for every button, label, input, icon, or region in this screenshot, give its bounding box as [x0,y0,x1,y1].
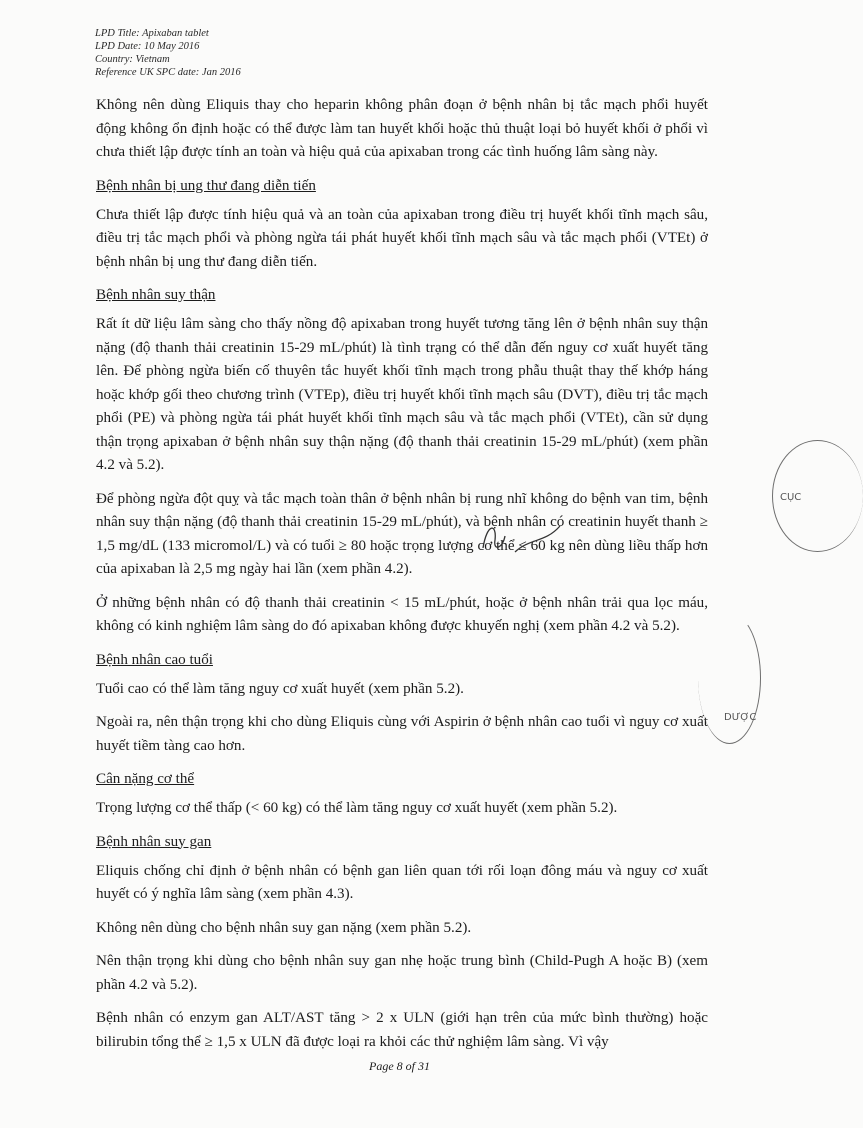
paragraph: Ngoài ra, nên thận trọng khi cho dùng Eliquis cùng với Aspirin ở bệnh nhân cao tuổi vì nguy cơ xuất huyết tiềm tàng cao hơn. [96,714,708,754]
paragraph: Eliquis chống chỉ định ở bệnh nhân có bệnh gan liên quan tới rối loạn đông máu và nguy cơ xuất huyết có ý nghĩa lâm sàng (xem phần 4.3). [96,862,708,902]
section-heading-body-weight: Cân nặng cơ thể [96,771,195,787]
handwritten-mark [475,518,565,558]
stamp-text-bottom: DƯỢC [724,712,757,723]
document-body [96,94,708,1064]
paragraph: Chưa thiết lập được tính hiệu quả và an toàn của apixaban trong điều trị huyết khối tĩnh mạch sâu, điều trị tắc mạch phổi và phòng ngừa tái phát huyết khối tĩnh mạch sâu và tắc mạch phổi (VTEt) ở bệnh nhân bị ung thư đang diễn tiến. [96,206,708,270]
section-heading-elderly: Bệnh nhân cao tuổi [96,651,213,668]
section-heading-renal: Bệnh nhân suy thận [96,287,216,303]
paragraph: Không nên dùng Eliquis thay cho heparin không phân đoạn ở bệnh nhân bị tắc mạch phổi huyết động không ổn định hoặc có thể được làm tan huyết khối hoặc thủ thuật loại bỏ huyết khối ở phổi vì chưa thiết lập được tính an toàn và hiệu quả của apixaban trong các tình huống lâm sàng này. [96,97,708,160]
section-heading-hepatic: Bệnh nhân suy gan [96,833,212,850]
header-lpd-title: LPD Title: Apixaban tablet [95,28,209,39]
official-stamp-bottom [698,612,761,744]
header-country: Country: Vietnam [95,54,170,65]
paragraph: Để phòng ngừa đột quỵ và tắc mạch toàn thân ở bệnh nhân bị rung nhĩ không do bệnh van tim, bệnh nhân suy thận nặng (độ thanh thải creatinin 15-29 mL/phút), và bệnh nhân có creatinin huyết thanh ≥ 1,5 mg/dL (133 micromol/L) và có tuổi ≥ 80 hoặc trọng lượng cơ thể ≤ 60 kg nên dùng liều thấp hơn của apixaban là 2,5 mg ngày hai lần (xem phần 4.2). [96,490,708,577]
document-header [95,27,241,79]
header-reference-date: Reference UK SPC date: Jan 2016 [95,67,241,78]
section-heading-cancer: Bệnh nhân bị ung thư đang diễn tiến [96,177,316,194]
paragraph: Bệnh nhân có enzym gan ALT/AST tăng > 2 x ULN (giới hạn trên của mức bình thường) hoặc bilirubin tổng thể ≥ 1,5 x ULN đã được loại ra khỏi các thử nghiệm lâm sàng. Vì vậy [96,1010,708,1050]
paragraph: Rất ít dữ liệu lâm sàng cho thấy nồng độ apixaban trong huyết tương tăng lên ở bệnh nhân suy thận nặng (độ thanh thải creatinin 15-29 mL/phút) là tình trạng có thể dẫn đến nguy cơ xuất huyết tăng lên. Để phòng ngừa biến cố thuyên tắc huyết khối tĩnh mạch trong phẫu thuật thay thế khớp háng hoặc khớp gối theo chương trình (VTEp), điều trị huyết khối tĩnh mạch sâu (DVT), điều trị tắc mạch phổi (PE) và phòng ngừa tái phát huyết khối tĩnh mạch sâu và tắc mạch phổi (VTEt), cần sử dụng thận trọng apixaban ở bệnh nhân suy thận nặng (độ thanh thải creatinin 15-29 mL/phút) (xem phần 4.2 và 5.2). [96,316,708,473]
paragraph: Trọng lượng cơ thể thấp (< 60 kg) có thể làm tăng nguy cơ xuất huyết (xem phần 5.2). [96,800,618,816]
paragraph: Tuổi cao có thể làm tăng nguy cơ xuất huyết (xem phần 5.2). [96,680,464,697]
paragraph: Không nên dùng cho bệnh nhân suy gan nặng (xem phần 5.2). [96,919,472,936]
paragraph: Ở những bệnh nhân có độ thanh thải creatinin < 15 mL/phút, hoặc ở bệnh nhân trải qua lọc máu, không có kinh nghiệm lâm sàng do đó apixaban không được khuyến nghị (xem phần 4.2 và 5.2). [96,594,708,634]
page-number: Page 8 of 31 [369,1059,430,1073]
stamp-text-top: CỤC [780,492,802,503]
header-lpd-date: LPD Date: 10 May 2016 [95,41,200,52]
paragraph: Nên thận trọng khi dùng cho bệnh nhân suy gan nhẹ hoặc trung bình (Child-Pugh A hoặc B) (xem phần 4.2 và 5.2). [96,953,708,993]
